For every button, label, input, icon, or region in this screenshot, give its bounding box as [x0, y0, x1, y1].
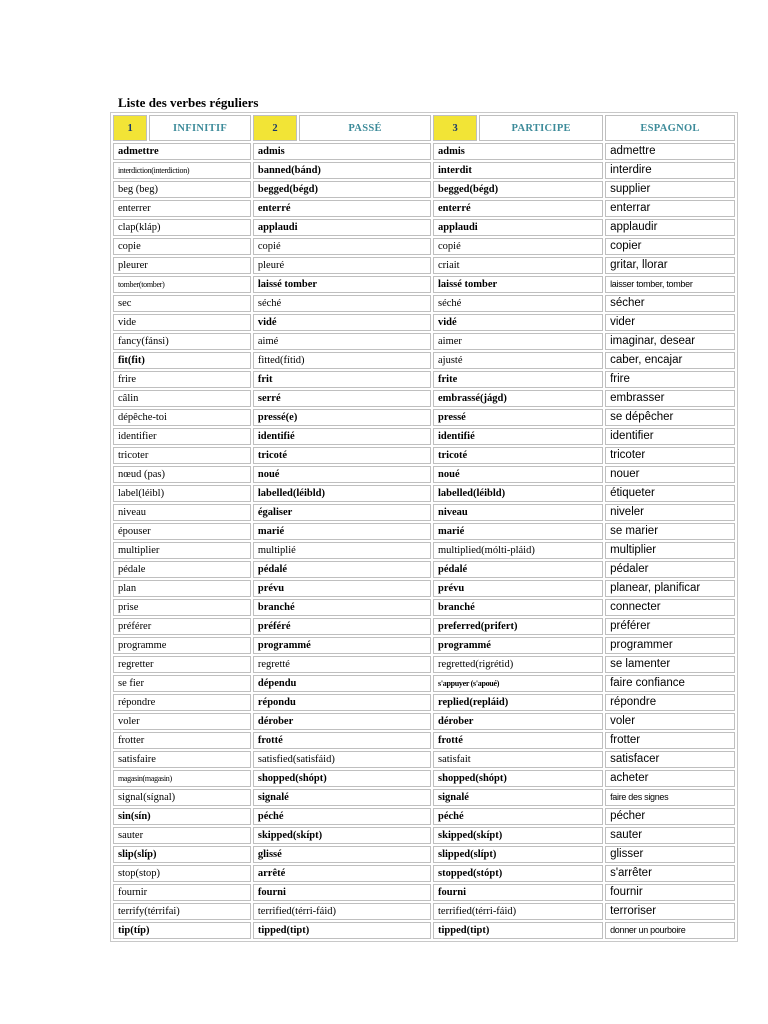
- table-row: [113, 390, 735, 407]
- cell-infinitif: stop(stop): [113, 865, 251, 882]
- table-row: [113, 333, 735, 350]
- cell-espagnol: terroriser: [605, 903, 735, 920]
- column-number-2: 2: [253, 115, 297, 141]
- table-row: [113, 656, 735, 673]
- table-row: [113, 276, 735, 293]
- cell-espagnol: nouer: [605, 466, 735, 483]
- cell-infinitif: frire: [113, 371, 251, 388]
- cell-infinitif: voler: [113, 713, 251, 730]
- table-row: [113, 865, 735, 882]
- table-row: [113, 352, 735, 369]
- column-header-passe: PASSÉ: [299, 115, 431, 141]
- cell-infinitif: identifier: [113, 428, 251, 445]
- table-row: [113, 371, 735, 388]
- table-row: [113, 789, 735, 806]
- cell-espagnol: se lamenter: [605, 656, 735, 673]
- table-row: [113, 219, 735, 236]
- cell-espagnol: préférer: [605, 618, 735, 635]
- table-row: [113, 846, 735, 863]
- cell-espagnol: multiplier: [605, 542, 735, 559]
- cell-passe: branché: [253, 599, 431, 616]
- table-row: [113, 542, 735, 559]
- cell-espagnol: laisser tomber, tomber: [605, 276, 735, 293]
- cell-espagnol: connecter: [605, 599, 735, 616]
- cell-participe: interdit: [433, 162, 603, 179]
- cell-infinitif: plan: [113, 580, 251, 597]
- cell-infinitif: enterrer: [113, 200, 251, 217]
- cell-infinitif: se fier: [113, 675, 251, 692]
- cell-infinitif: niveau: [113, 504, 251, 521]
- table-row: [113, 675, 735, 692]
- cell-participe: tricoté: [433, 447, 603, 464]
- cell-passe: skipped(skípt): [253, 827, 431, 844]
- cell-passe: péché: [253, 808, 431, 825]
- cell-participe: stopped(stópt): [433, 865, 603, 882]
- cell-infinitif: programme: [113, 637, 251, 654]
- cell-passe: labelled(léibld): [253, 485, 431, 502]
- cell-espagnol: supplier: [605, 181, 735, 198]
- cell-infinitif: fournir: [113, 884, 251, 901]
- cell-infinitif: interdiction(interdiction): [113, 162, 251, 179]
- table-row: [113, 808, 735, 825]
- cell-infinitif: dépêche-toi: [113, 409, 251, 426]
- cell-infinitif: nœud (pas): [113, 466, 251, 483]
- cell-participe: admis: [433, 143, 603, 160]
- cell-passe: signalé: [253, 789, 431, 806]
- cell-participe: séché: [433, 295, 603, 312]
- cell-participe: regretted(rigrétid): [433, 656, 603, 673]
- cell-infinitif: sin(sín): [113, 808, 251, 825]
- cell-participe: fourni: [433, 884, 603, 901]
- table-row: [113, 143, 735, 160]
- cell-participe: noué: [433, 466, 603, 483]
- cell-participe: aimer: [433, 333, 603, 350]
- cell-espagnol: planear, planificar: [605, 580, 735, 597]
- cell-participe: niveau: [433, 504, 603, 521]
- cell-participe: marié: [433, 523, 603, 540]
- cell-infinitif: tip(típ): [113, 922, 251, 939]
- cell-espagnol: niveler: [605, 504, 735, 521]
- cell-espagnol: vider: [605, 314, 735, 331]
- cell-infinitif: fit(fit): [113, 352, 251, 369]
- cell-passe: copié: [253, 238, 431, 255]
- cell-espagnol: s'arrêter: [605, 865, 735, 882]
- cell-passe: dérober: [253, 713, 431, 730]
- cell-espagnol: imaginar, desear: [605, 333, 735, 350]
- cell-passe: frotté: [253, 732, 431, 749]
- table-row: [113, 181, 735, 198]
- cell-passe: satisfied(satisfáid): [253, 751, 431, 768]
- cell-participe: replied(repláid): [433, 694, 603, 711]
- cell-espagnol: interdire: [605, 162, 735, 179]
- cell-infinitif: terrify(térrifai): [113, 903, 251, 920]
- cell-participe: vidé: [433, 314, 603, 331]
- cell-passe: identifié: [253, 428, 431, 445]
- cell-infinitif: label(léibl): [113, 485, 251, 502]
- cell-infinitif: magasin(magasin): [113, 770, 251, 787]
- cell-passe: préféré: [253, 618, 431, 635]
- cell-infinitif: câlin: [113, 390, 251, 407]
- table-header-row: [113, 115, 735, 141]
- table-row: [113, 751, 735, 768]
- cell-passe: glissé: [253, 846, 431, 863]
- cell-passe: laissé tomber: [253, 276, 431, 293]
- cell-espagnol: enterrar: [605, 200, 735, 217]
- cell-passe: prévu: [253, 580, 431, 597]
- cell-espagnol: pécher: [605, 808, 735, 825]
- table-row: [113, 770, 735, 787]
- cell-infinitif: slip(slíp): [113, 846, 251, 863]
- cell-passe: vidé: [253, 314, 431, 331]
- cell-participe: shopped(shópt): [433, 770, 603, 787]
- cell-espagnol: se dépêcher: [605, 409, 735, 426]
- cell-passe: séché: [253, 295, 431, 312]
- cell-espagnol: admettre: [605, 143, 735, 160]
- cell-espagnol: programmer: [605, 637, 735, 654]
- table-row: [113, 599, 735, 616]
- cell-passe: égaliser: [253, 504, 431, 521]
- table-row: [113, 447, 735, 464]
- cell-passe: multiplié: [253, 542, 431, 559]
- cell-espagnol: frire: [605, 371, 735, 388]
- cell-infinitif: sauter: [113, 827, 251, 844]
- cell-participe: programmé: [433, 637, 603, 654]
- cell-passe: frit: [253, 371, 431, 388]
- cell-infinitif: épouser: [113, 523, 251, 540]
- cell-espagnol: tricoter: [605, 447, 735, 464]
- table-row: [113, 732, 735, 749]
- table-row: [113, 637, 735, 654]
- table-row: [113, 561, 735, 578]
- cell-espagnol: copier: [605, 238, 735, 255]
- cell-espagnol: étiqueter: [605, 485, 735, 502]
- cell-participe: embrassé(jágd): [433, 390, 603, 407]
- cell-infinitif: pédale: [113, 561, 251, 578]
- cell-passe: admis: [253, 143, 431, 160]
- table-row: [113, 884, 735, 901]
- table-row: [113, 694, 735, 711]
- cell-participe: skipped(skípt): [433, 827, 603, 844]
- cell-passe: begged(bégd): [253, 181, 431, 198]
- cell-passe: arrêté: [253, 865, 431, 882]
- cell-infinitif: beg (beg): [113, 181, 251, 198]
- cell-espagnol: applaudir: [605, 219, 735, 236]
- cell-participe: begged(bégd): [433, 181, 603, 198]
- cell-passe: applaudi: [253, 219, 431, 236]
- cell-participe: frotté: [433, 732, 603, 749]
- cell-infinitif: clap(kláp): [113, 219, 251, 236]
- table-row: [113, 409, 735, 426]
- cell-participe: satisfait: [433, 751, 603, 768]
- cell-participe: branché: [433, 599, 603, 616]
- cell-passe: terrified(térri-fáid): [253, 903, 431, 920]
- column-number-1: 1: [113, 115, 147, 141]
- cell-espagnol: acheter: [605, 770, 735, 787]
- cell-passe: tricoté: [253, 447, 431, 464]
- table-row: [113, 523, 735, 540]
- cell-passe: programmé: [253, 637, 431, 654]
- cell-participe: laissé tomber: [433, 276, 603, 293]
- page-title: Liste des verbes réguliers: [118, 95, 259, 110]
- table-row: [113, 922, 735, 939]
- cell-participe: péché: [433, 808, 603, 825]
- cell-infinitif: tricoter: [113, 447, 251, 464]
- cell-participe: tipped(tipt): [433, 922, 603, 939]
- cell-infinitif: fancy(fánsi): [113, 333, 251, 350]
- cell-infinitif: pleurer: [113, 257, 251, 274]
- cell-participe: pressé: [433, 409, 603, 426]
- cell-participe: s'appuyer (s'apoué): [433, 675, 603, 692]
- cell-participe: copié: [433, 238, 603, 255]
- cell-passe: aimé: [253, 333, 431, 350]
- table-row: [113, 713, 735, 730]
- cell-passe: fitted(fítid): [253, 352, 431, 369]
- cell-infinitif: vide: [113, 314, 251, 331]
- cell-espagnol: embrasser: [605, 390, 735, 407]
- cell-participe: pédalé: [433, 561, 603, 578]
- cell-espagnol: pédaler: [605, 561, 735, 578]
- cell-infinitif: tomber(tomber): [113, 276, 251, 293]
- cell-espagnol: répondre: [605, 694, 735, 711]
- table-row: [113, 314, 735, 331]
- cell-espagnol: frotter: [605, 732, 735, 749]
- cell-participe: identifié: [433, 428, 603, 445]
- cell-espagnol: caber, encajar: [605, 352, 735, 369]
- cell-espagnol: identifier: [605, 428, 735, 445]
- table-row: [113, 295, 735, 312]
- cell-participe: applaudi: [433, 219, 603, 236]
- cell-infinitif: admettre: [113, 143, 251, 160]
- cell-espagnol: satisfacer: [605, 751, 735, 768]
- cell-participe: frite: [433, 371, 603, 388]
- cell-passe: noué: [253, 466, 431, 483]
- cell-participe: ajusté: [433, 352, 603, 369]
- cell-espagnol: faire confiance: [605, 675, 735, 692]
- table-row: [113, 466, 735, 483]
- cell-passe: serré: [253, 390, 431, 407]
- table-row: [113, 618, 735, 635]
- table-row: [113, 504, 735, 521]
- cell-infinitif: répondre: [113, 694, 251, 711]
- table-row: [113, 200, 735, 217]
- cell-participe: signalé: [433, 789, 603, 806]
- cell-participe: labelled(léibld): [433, 485, 603, 502]
- table-row: [113, 162, 735, 179]
- cell-espagnol: sauter: [605, 827, 735, 844]
- cell-participe: multiplied(mólti-pláid): [433, 542, 603, 559]
- table-row: [113, 580, 735, 597]
- cell-espagnol: faire des signes: [605, 789, 735, 806]
- cell-infinitif: prise: [113, 599, 251, 616]
- cell-espagnol: gritar, llorar: [605, 257, 735, 274]
- cell-passe: fourni: [253, 884, 431, 901]
- column-number-3: 3: [433, 115, 477, 141]
- table-row: [113, 238, 735, 255]
- table-row: [113, 827, 735, 844]
- cell-participe: preferred(prifert): [433, 618, 603, 635]
- table-row: [113, 485, 735, 502]
- cell-passe: enterré: [253, 200, 431, 217]
- cell-infinitif: satisfaire: [113, 751, 251, 768]
- cell-participe: terrified(térri-fáid): [433, 903, 603, 920]
- cell-infinitif: préférer: [113, 618, 251, 635]
- table-row: [113, 903, 735, 920]
- cell-espagnol: se marier: [605, 523, 735, 540]
- cell-passe: shopped(shópt): [253, 770, 431, 787]
- column-header-infinitif: INFINITIF: [149, 115, 251, 141]
- cell-infinitif: multiplier: [113, 542, 251, 559]
- cell-passe: pleuré: [253, 257, 431, 274]
- cell-participe: criait: [433, 257, 603, 274]
- cell-passe: pressé(e): [253, 409, 431, 426]
- cell-infinitif: regretter: [113, 656, 251, 673]
- column-header-participe: PARTICIPE: [479, 115, 603, 141]
- cell-passe: répondu: [253, 694, 431, 711]
- cell-infinitif: signal(sígnal): [113, 789, 251, 806]
- verbs-table: [110, 112, 738, 942]
- cell-infinitif: copie: [113, 238, 251, 255]
- cell-participe: prévu: [433, 580, 603, 597]
- cell-infinitif: frotter: [113, 732, 251, 749]
- table-row: [113, 428, 735, 445]
- cell-participe: slipped(slípt): [433, 846, 603, 863]
- cell-infinitif: sec: [113, 295, 251, 312]
- cell-participe: dérober: [433, 713, 603, 730]
- column-header-espagnol: ESPAGNOL: [605, 115, 735, 141]
- cell-passe: dépendu: [253, 675, 431, 692]
- cell-espagnol: fournir: [605, 884, 735, 901]
- cell-participe: enterré: [433, 200, 603, 217]
- cell-espagnol: donner un pourboire: [605, 922, 735, 939]
- table-row: [113, 257, 735, 274]
- cell-passe: tipped(tipt): [253, 922, 431, 939]
- cell-passe: marié: [253, 523, 431, 540]
- cell-espagnol: glisser: [605, 846, 735, 863]
- cell-passe: banned(bánd): [253, 162, 431, 179]
- cell-espagnol: voler: [605, 713, 735, 730]
- cell-passe: regretté: [253, 656, 431, 673]
- cell-espagnol: sécher: [605, 295, 735, 312]
- cell-passe: pédalé: [253, 561, 431, 578]
